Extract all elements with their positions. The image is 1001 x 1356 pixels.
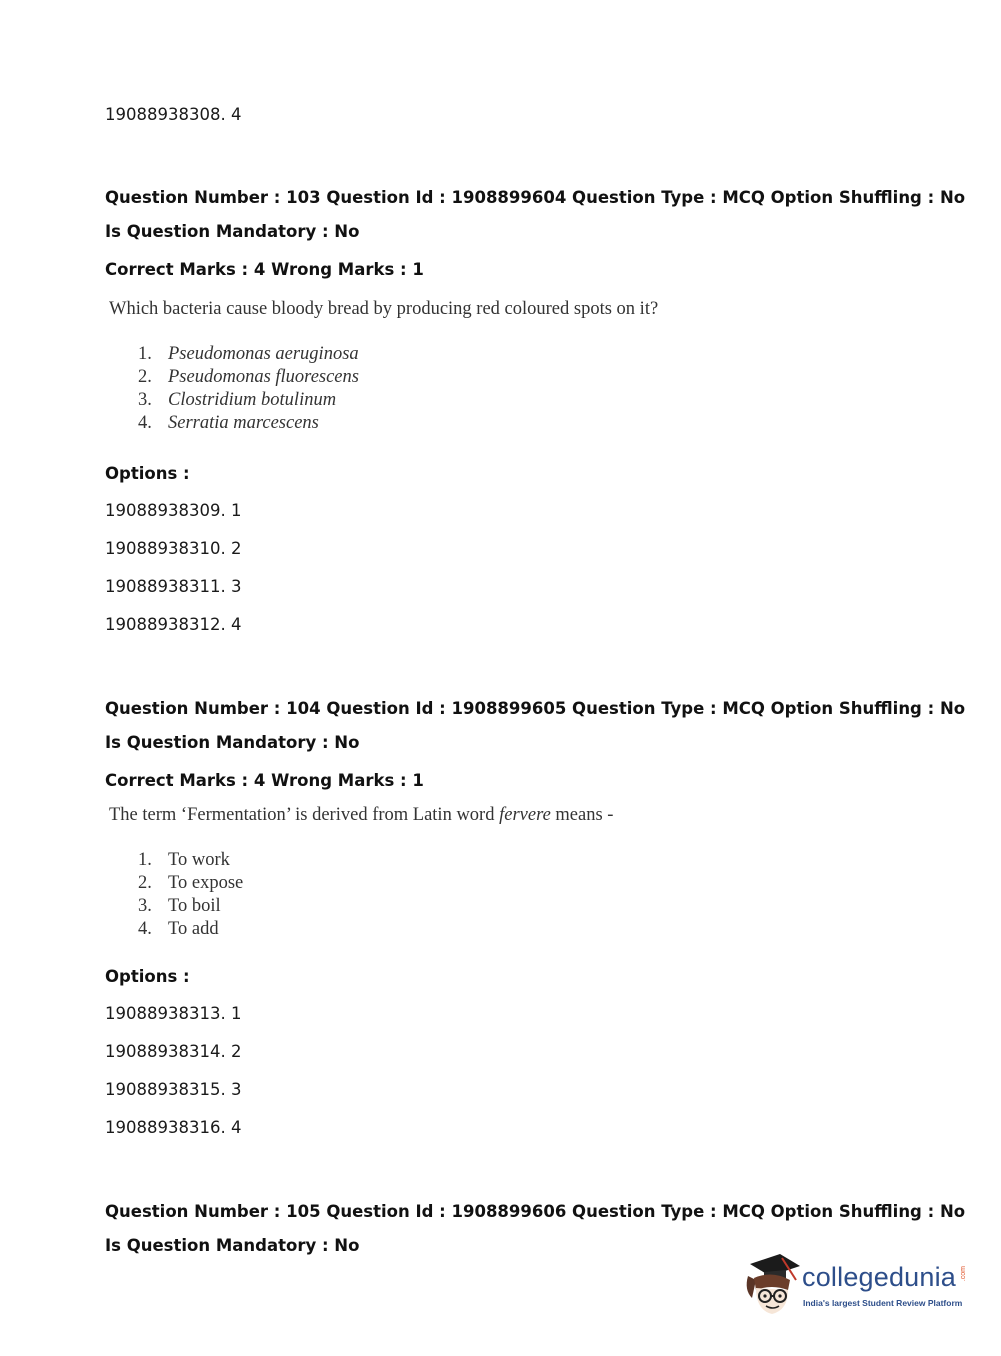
question-mandatory: Is Question Mandatory : No <box>105 1236 360 1255</box>
option-item: 19088938310. 2 <box>105 539 242 558</box>
question-mandatory: Is Question Mandatory : No <box>105 733 360 752</box>
logo-wordmark: collegedunia <box>802 1262 957 1292</box>
option-item: 19088938315. 3 <box>105 1080 242 1099</box>
question-header: Question Number : 103 Question Id : 1908899604 Question Type : MCQ Option Shuffling : No <box>105 188 966 207</box>
option-item: 19088938313. 1 <box>105 1004 242 1023</box>
answer-choice: 2. Pseudomonas fluorescens <box>138 367 359 387</box>
answer-choice: 1. Pseudomonas aeruginosa <box>138 344 359 364</box>
option-item: 19088938308. 4 <box>105 105 242 124</box>
logo-tagline: India's largest Student Review Platform <box>803 1298 963 1308</box>
question-text: Which bacteria cause bloody bread by producing red coloured spots on it? <box>109 299 659 319</box>
option-item: 19088938316. 4 <box>105 1118 242 1137</box>
collegedunia-logo[interactable] <box>742 1250 972 1320</box>
question-text: The term ‘Fermentation’ is derived from Latin word fervere means - <box>109 805 614 825</box>
option-item: 19088938314. 2 <box>105 1042 242 1061</box>
answer-choice: 2. To expose <box>138 873 244 893</box>
mascot-icon <box>742 1250 804 1320</box>
question-marks: Correct Marks : 4 Wrong Marks : 1 <box>105 771 424 790</box>
answer-choice: 3. To boil <box>138 896 221 916</box>
answer-choice: 4. To add <box>138 919 219 939</box>
answer-choices <box>138 849 243 941</box>
options-label: Options : <box>105 967 190 986</box>
question-mandatory: Is Question Mandatory : No <box>105 222 360 241</box>
answer-choices <box>138 343 359 435</box>
logo-suffix: .com <box>960 1266 967 1282</box>
answer-choice: 3. Clostridium botulinum <box>138 390 337 410</box>
question-header: Question Number : 104 Question Id : 1908899605 Question Type : MCQ Option Shuffling : No <box>105 699 966 718</box>
option-item: 19088938311. 3 <box>105 577 242 596</box>
answer-choice: 1. To work <box>138 850 230 870</box>
option-item: 19088938309. 1 <box>105 501 242 520</box>
question-marks: Correct Marks : 4 Wrong Marks : 1 <box>105 260 424 279</box>
options-label: Options : <box>105 464 190 483</box>
option-item: 19088938312. 4 <box>105 615 242 634</box>
answer-choice: 4. Serratia marcescens <box>138 413 319 433</box>
question-header: Question Number : 105 Question Id : 1908899606 Question Type : MCQ Option Shuffling : No <box>105 1202 966 1221</box>
